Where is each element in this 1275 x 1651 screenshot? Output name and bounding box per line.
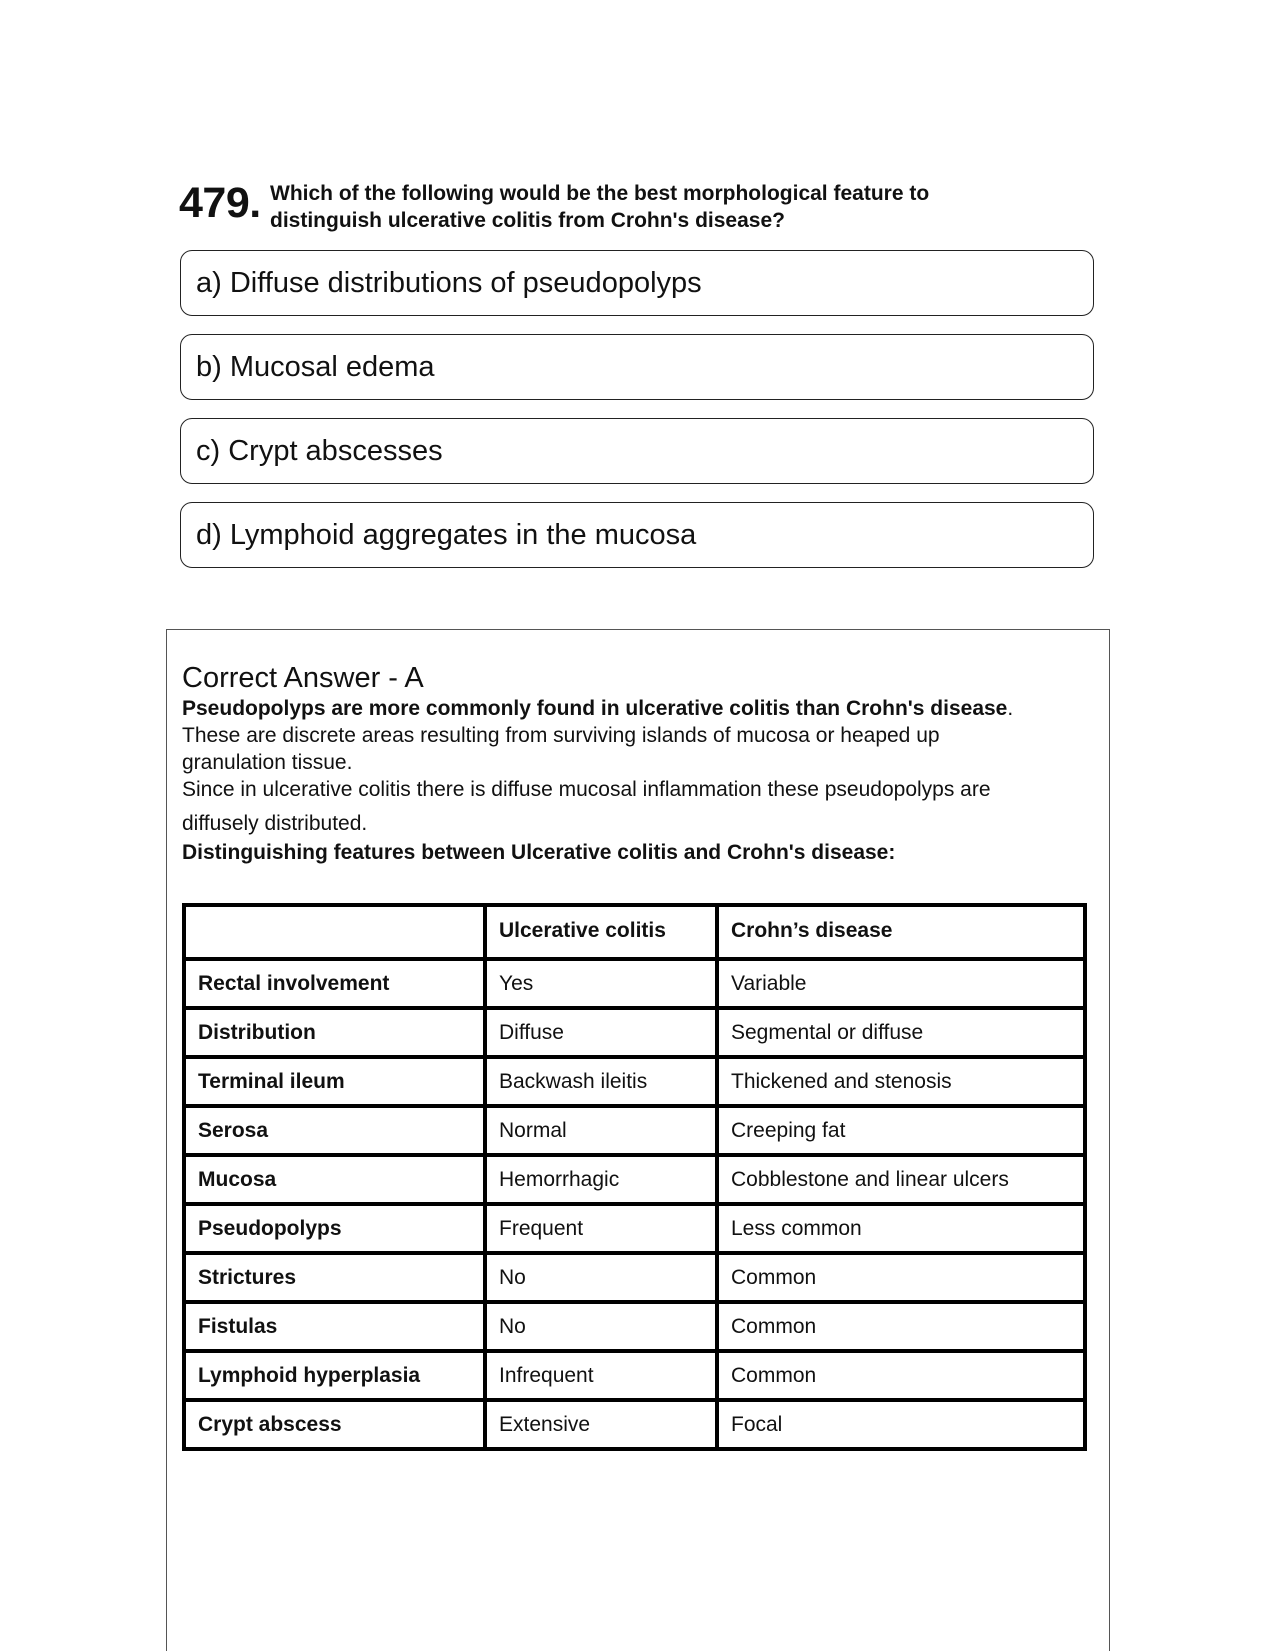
table-heading: Distinguishing features between Ulcerative colitis and Crohn's disease: (182, 841, 896, 864)
option-a[interactable] (180, 250, 1094, 316)
uc-cell: Hemorrhagic (485, 1155, 717, 1204)
uc-cell: Normal (485, 1106, 717, 1155)
option-b[interactable] (180, 334, 1094, 400)
table-row (184, 1204, 1085, 1253)
question-text-line: Which of the following would be the best morphological feature to (270, 182, 930, 205)
uc-cell: Yes (485, 959, 717, 1008)
question-text-line: distinguish ulcerative colitis from Crohn's disease? (270, 209, 785, 232)
question-number: 479. (179, 179, 261, 227)
question-text (270, 180, 1030, 234)
correct-answer-title: Correct Answer - A (182, 662, 424, 694)
table-row (184, 959, 1085, 1008)
answer-text-line: Since in ulcerative colitis there is diffuse mucosal inflammation these pseudopolyps are (182, 778, 991, 801)
table-row (184, 1155, 1085, 1204)
option-c[interactable] (180, 418, 1094, 484)
table-row (184, 1253, 1085, 1302)
feature-cell: Crypt abscess (184, 1400, 485, 1449)
feature-cell: Mucosa (184, 1155, 485, 1204)
uc-cell: Infrequent (485, 1351, 717, 1400)
question-header (179, 177, 1059, 237)
comparison-table (182, 903, 1087, 1451)
table-row (184, 1008, 1085, 1057)
answer-bold-statement: Pseudopolyps are more commonly found in ulcerative colitis than Crohn's disease (182, 697, 1008, 720)
answer-text-line: diffusely distributed. (182, 812, 368, 835)
option-d-label: d) Lymphoid aggregates in the mucosa (196, 519, 697, 551)
table-header-row (184, 905, 1085, 959)
cd-cell: Cobblestone and linear ulcers (717, 1155, 1085, 1204)
feature-cell: Terminal ileum (184, 1057, 485, 1106)
uc-cell: Frequent (485, 1204, 717, 1253)
option-d[interactable] (180, 502, 1094, 568)
cd-cell: Variable (717, 959, 1085, 1008)
table-row (184, 1057, 1085, 1106)
feature-cell: Pseudopolyps (184, 1204, 485, 1253)
table-header-cell (184, 905, 485, 959)
cd-cell: Common (717, 1302, 1085, 1351)
table-row (184, 1351, 1085, 1400)
cd-cell: Focal (717, 1400, 1085, 1449)
table-row (184, 1400, 1085, 1449)
table-row (184, 1106, 1085, 1155)
uc-cell: No (485, 1253, 717, 1302)
table-header-cell: Ulcerative colitis (485, 905, 717, 959)
answer-text-line: These are discrete areas resulting from surviving islands of mucosa or heaped up (182, 724, 940, 747)
option-c-label: c) Crypt abscesses (196, 435, 443, 467)
uc-cell: Extensive (485, 1400, 717, 1449)
answer-explanation-box (166, 629, 1110, 1651)
option-a-label: a) Diffuse distributions of pseudopolyps (196, 267, 702, 299)
cd-cell: Common (717, 1351, 1085, 1400)
feature-cell: Fistulas (184, 1302, 485, 1351)
feature-cell: Rectal involvement (184, 959, 485, 1008)
cd-cell: Creeping fat (717, 1106, 1085, 1155)
table-header-cell: Crohn’s disease (717, 905, 1085, 959)
answer-bold-statement-end: . (1007, 697, 1014, 720)
cd-cell: Segmental or diffuse (717, 1008, 1085, 1057)
feature-cell: Distribution (184, 1008, 485, 1057)
answer-key-statement (182, 696, 1013, 722)
feature-cell: Strictures (184, 1253, 485, 1302)
uc-cell: Diffuse (485, 1008, 717, 1057)
option-b-label: b) Mucosal edema (196, 351, 435, 383)
feature-cell: Lymphoid hyperplasia (184, 1351, 485, 1400)
table-row (184, 1302, 1085, 1351)
cd-cell: Less common (717, 1204, 1085, 1253)
cd-cell: Common (717, 1253, 1085, 1302)
uc-cell: No (485, 1302, 717, 1351)
cd-cell: Thickened and stenosis (717, 1057, 1085, 1106)
uc-cell: Backwash ileitis (485, 1057, 717, 1106)
answer-text-line: granulation tissue. (182, 751, 353, 774)
feature-cell: Serosa (184, 1106, 485, 1155)
